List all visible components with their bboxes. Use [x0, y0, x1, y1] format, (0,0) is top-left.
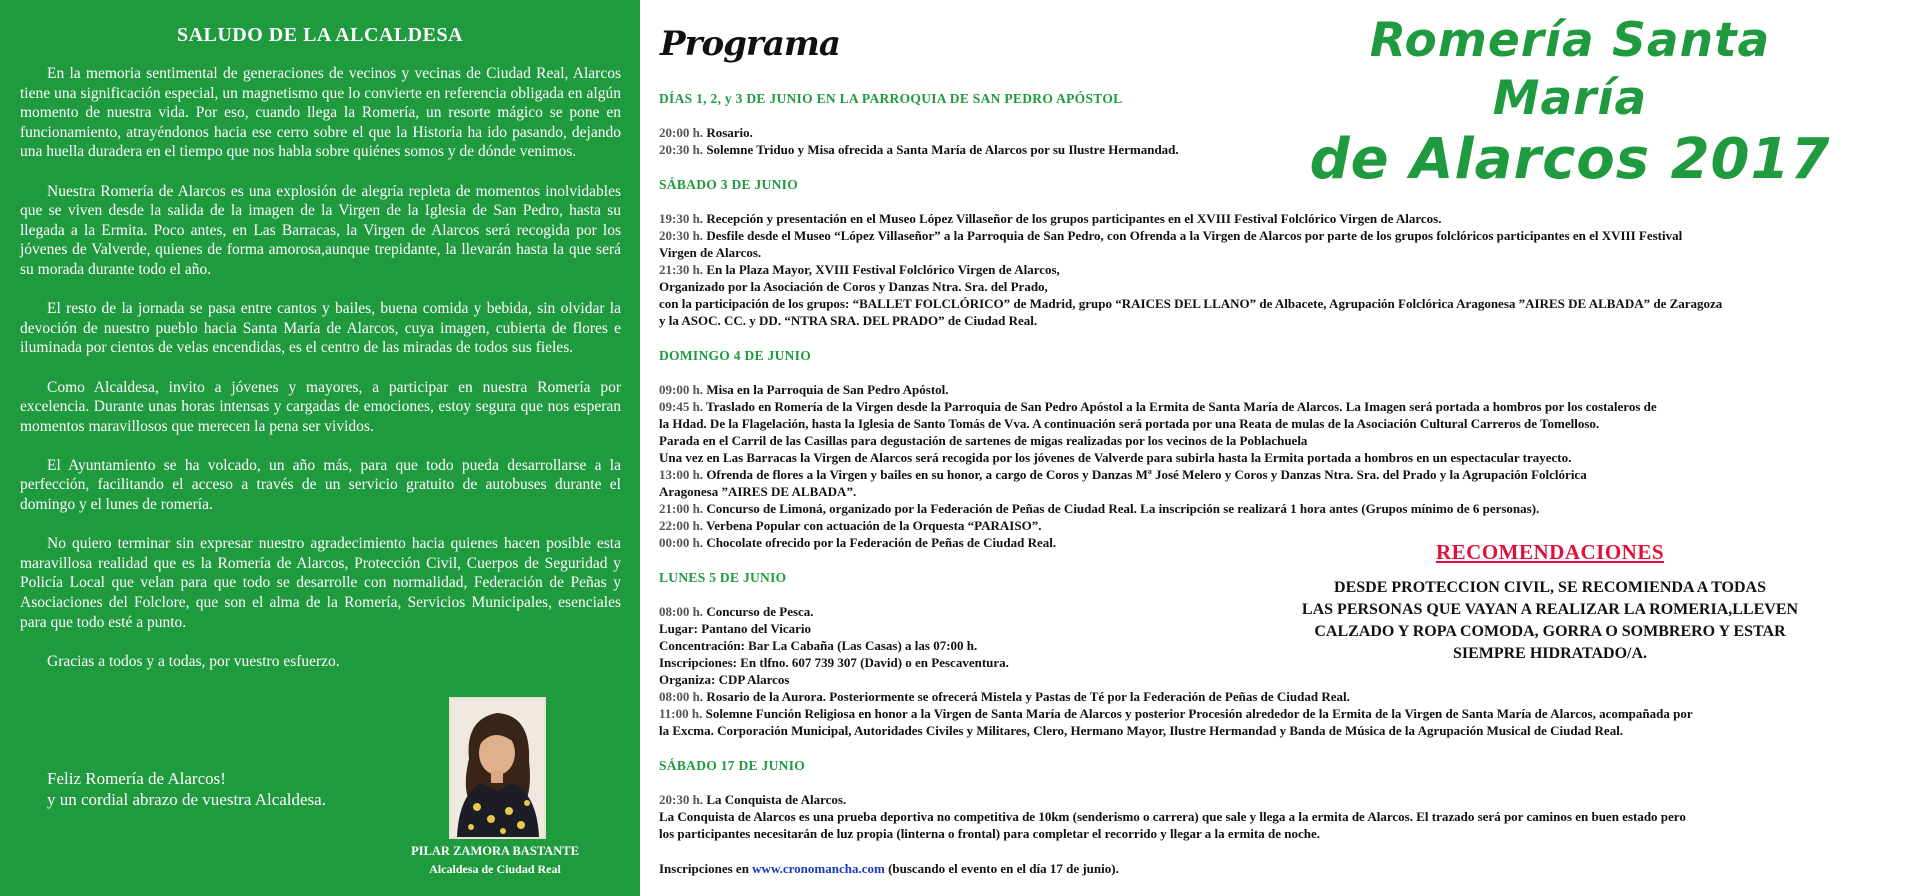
mayor-photo	[449, 697, 546, 839]
program-day	[659, 347, 1899, 551]
recomendaciones-box	[1250, 540, 1850, 665]
program-event	[659, 124, 1899, 141]
saludo-body	[20, 64, 621, 691]
event-text: Concentración: Bar La Cabaña (Las Casas) a las 07:00 h.	[659, 638, 978, 653]
program-day-title: DÍAS 1, 2, y 3 DE JUNIO EN LA PARROQUIA DE SAN PEDRO APÓSTOL	[659, 91, 1123, 106]
event-title-line: de Alarcos 2017	[1309, 127, 1831, 192]
saludo-paragraph: Como Alcaldesa, invito a jóvenes y mayores, a participar en nuestra Romería por excelencia. Durante unas horas intensas y cargadas de emociones, estoy segura que nos esperan momentos maravillosos que merecen la pena ser vividos.	[20, 378, 621, 435]
registration-suffix: (buscando el evento en el día 17 de junio).	[888, 861, 1119, 876]
event-text: Parada en el Carril de las Casillas para degustación de sartenes de migas realizadas por los vecinos de la Poblachuela	[659, 433, 1308, 448]
event-text: Chocolate ofrecido por la Federación de Peñas de Ciudad Real.	[706, 535, 1057, 550]
saludo-panel	[0, 0, 640, 896]
event-text: Organiza: CDP Alarcos	[659, 672, 790, 687]
program-event	[659, 415, 1899, 432]
program-day-title: SÁBADO 3 DE JUNIO	[659, 177, 798, 192]
event-time: 21:30 h.	[659, 262, 704, 277]
program-line	[659, 860, 1899, 877]
event-text: los participantes necesitarán de luz propia (linterna o frontal) para completar el recorrido y llegar a la ermita de noche.	[659, 826, 1320, 841]
recomendaciones-text	[1250, 577, 1850, 665]
program-day	[659, 757, 1899, 842]
program-event	[659, 278, 1899, 295]
event-text: Rosario de la Aurora. Posteriormente se ofrecerá Mistela y Pastas de Té por la Federación de Peñas de Ciudad Real.	[706, 689, 1350, 704]
event-text: Desfile desde el Museo “López Villaseñor” a la Parroquia de San Pedro, con Ofrenda a la Virgen de Alarcos por parte de los grupos folclóricos participantes en el XVIII Festival	[706, 228, 1683, 243]
portrait-image	[451, 699, 544, 837]
program-event	[659, 517, 1899, 534]
program-event	[659, 312, 1899, 329]
event-time: 00:00 h.	[659, 535, 704, 550]
event-text: Concurso de Limoná, organizado por la Federación de Peñas de Ciudad Real. La inscripción se realizará 1 hora antes (Grupos mínimo de 6 personas).	[706, 501, 1540, 516]
program-event	[659, 825, 1899, 842]
event-time: 11:00 h.	[659, 706, 703, 721]
program-event	[659, 141, 1899, 158]
program-event	[659, 295, 1899, 312]
event-time: 20:30 h.	[659, 792, 704, 807]
program-event	[659, 500, 1899, 517]
saludo-paragraph: Gracias a todos y a todas, por vuestro esfuerzo.	[47, 652, 340, 670]
program-event	[659, 210, 1899, 227]
program-day	[659, 176, 1899, 329]
event-time: 08:00 h.	[659, 604, 704, 619]
program-event	[659, 671, 1899, 688]
event-time: 21:00 h.	[659, 501, 704, 516]
event-time: 08:00 h.	[659, 689, 704, 704]
event-time: 20:00 h.	[659, 125, 704, 140]
cronomancha-link[interactable]: www.cronomancha.com	[752, 861, 885, 876]
event-text: Recepción y presentación en el Museo López Villaseñor de los grupos participantes en el XVIII Festival Folclórico Virgen de Alarcos.	[706, 211, 1442, 226]
event-text: Solemne Triduo y Misa ofrecida a Santa María de Alarcos por su Ilustre Hermandad.	[706, 142, 1179, 157]
event-text: Verbena Popular con actuación de la Orquesta “PARAISO”.	[706, 518, 1042, 533]
event-text: Ofrenda de flores a la Virgen y bailes en su honor, a cargo de Coros y Danzas Mª José Melero y Coros y Danzas Ntra. Sra. del Prado y la Agrupación Folclórica	[706, 467, 1587, 482]
event-time: 22:00 h.	[659, 518, 704, 533]
event-text: Traslado en Romería de la Virgen desde la Parroquia de San Pedro Apóstol a la Ermita de Santa María de Alarcos. La Imagen será portada a hombros por los costaleros de	[706, 399, 1657, 414]
event-time: 20:30 h.	[659, 142, 704, 157]
program-event	[659, 244, 1899, 261]
saludo-closing	[47, 768, 326, 810]
program-event	[659, 227, 1899, 244]
saludo-paragraph: En la memoria sentimental de generaciones de vecinos y vecinas de Ciudad Real, Alarcos tiene una significación especial, un magnetismo que lo convierte en referencia obligada en algún momento de nuestra vida. Por eso, cuando llega la Romería, un resorte mágico se pone en funcionamiento, atrayéndonos hacia ese cerro sobre el que la Historia ha ido pasando, dejando una huella duradera en el tiempo que nos habla sobre quiénes somos y de dónde venimos.	[20, 65, 621, 161]
event-text: la Hdad. De la Flagelación, hasta la Iglesia de Santo Tomás de Vva. A continuación será portada por una Reata de mulas de la Asociación Cultural Carreros de Tomelloso.	[659, 416, 1600, 431]
program-day	[659, 90, 1899, 158]
saludo-paragraph: El resto de la jornada se pasa entre cantos y bailes, buena comida y bebida, sin olvidar la devoción de nuestro pueblo hacia Santa María de Alarcos, cuya imagen, cubierta de flores e iluminada por cientos de velas encendidas, es el centro de las miradas de todos sus fieles.	[20, 300, 621, 357]
program-day-title: LUNES 5 DE JUNIO	[659, 570, 787, 585]
program-event	[659, 449, 1899, 466]
recomendacion-line: LAS PERSONAS QUE VAYAN A REALIZAR LA ROMERIA,LLEVEN	[1301, 601, 1799, 618]
event-title-line: Romería Santa María	[1369, 13, 1771, 126]
event-text: Organizado por la Asociación de Coros y Danzas Ntra. Sra. del Prado,	[659, 279, 1048, 294]
recomendacion-line: CALZADO Y ROPA COMODA, GORRA O SOMBRERO Y ESTAR	[1314, 623, 1786, 640]
saludo-paragraph: El Ayuntamiento se ha volcado, un año más, para que todo pueda desarrollarse a la perfección, facilitando el acceso a través de un servicio gratuito de autobuses durante el domingo y el lunes de romería.	[20, 456, 621, 514]
program-event	[659, 791, 1899, 808]
program-event	[659, 722, 1899, 739]
event-text: La Conquista de Alarcos.	[706, 792, 847, 807]
closing-line: y un cordial abrazo de vuestra Alcaldesa.	[47, 790, 326, 809]
event-text: Lugar: Pantano del Vicario	[659, 621, 812, 636]
event-text: Misa en la Parroquia de San Pedro Apóstol.	[706, 382, 949, 397]
program-event	[659, 398, 1899, 415]
event-text: la Excma. Corporación Municipal, Autoridades Civiles y Militares, Clero, Hermano Mayor, Ilustre Hermandad y Banda de Música de la Agrupación Musical de Ciudad Real.	[659, 723, 1624, 738]
event-text: Una vez en Las Barracas la Virgen de Alarcos será recogida por los jóvenes de Valverde para subirla hasta la Ermita portada a hombros en un espectacular trayecto.	[659, 450, 1572, 465]
event-text: Virgen de Alarcos.	[659, 245, 762, 260]
saludo-title: SALUDO DE LA ALCALDESA	[176, 24, 464, 46]
event-text: Rosario.	[706, 125, 753, 140]
signature-name: PILAR ZAMORA BASTANTE	[411, 844, 579, 858]
signature-role: Alcaldesa de Ciudad Real	[429, 862, 561, 876]
event-text: Inscripciones: En tlfno. 607 739 307 (David) o en Pescaventura.	[659, 655, 1009, 670]
event-text: En la Plaza Mayor, XVIII Festival Folclórico Virgen de Alarcos,	[706, 262, 1060, 277]
recomendacion-line: SIEMPRE HIDRATADO/A.	[1452, 645, 1648, 662]
event-text: La Conquista de Alarcos es una prueba deportiva no competitiva de 10km (senderismo o carrera) que sale y llega a la ermita de Alarcos. El trazado será por caminos en buen estado pero	[659, 809, 1686, 824]
event-time: 20:30 h.	[659, 228, 704, 243]
event-time: 13:00 h.	[659, 467, 704, 482]
event-text: Solemne Función Religiosa en honor a la Virgen de Santa María de Alarcos y posterior Procesión alrededor de la Ermita de la Virgen de Santa María de Alarcos, acompañada por	[705, 706, 1693, 721]
event-time: 09:00 h.	[659, 382, 704, 397]
program-event	[659, 808, 1899, 825]
saludo-paragraph: Nuestra Romería de Alarcos es una explosión de alegría repleta de momentos inolvidables que se viven desde la salida de la imagen de la Virgen de la Iglesia de San Pedro, hasta su llegada a la Ermita. Poco antes, en Las Barracas, la Virgen de Alarcos será recogida por los jóvenes de Valverde, quienes de forma amorosa,aunque trepidante, la llevarán hasta la que será su morada durante todo el año.	[20, 182, 621, 278]
program-event	[659, 261, 1899, 278]
program-event	[659, 432, 1899, 449]
event-time: 09:45 h.	[659, 399, 704, 414]
programa-heading: Programa	[660, 24, 840, 64]
event-text: y la ASOC. CC. y DD. “NTRA SRA. DEL PRADO” de Ciudad Real.	[659, 313, 1038, 328]
saludo-paragraph: No quiero terminar sin expresar nuestro agradecimiento hacia quienes hacen posible esta maravillosa realidad que es la Romería de Alarcos, Protección Civil, Cuerpos de Seguridad y Policía Local que velan para que todo se desarrolle con normalidad, Federación de Peñas y Asociaciones del Folclore, que son el alma de la Romería, Servicios Municipales, esenciales para que todo esté a punto.	[20, 535, 621, 631]
recomendaciones-title: RECOMENDACIONES	[1435, 540, 1665, 564]
program-schedule	[659, 90, 1899, 877]
program-day-title: DOMINGO 4 DE JUNIO	[659, 348, 812, 363]
program-event	[659, 483, 1899, 500]
program-event	[659, 381, 1899, 398]
event-text: con la participación de los grupos: “BALLET FOLCLÓRICO” de Madrid, grupo “RAICES DEL LLANO” de Albacete, Agrupación Folclórica Aragonesa ”AIRES DE ALBADA” de Zaragoza	[659, 296, 1723, 311]
program-event	[659, 705, 1899, 722]
program-event	[659, 688, 1899, 705]
closing-line: Feliz Romería de Alarcos!	[47, 769, 226, 788]
program-event	[659, 466, 1899, 483]
event-text: Concurso de Pesca.	[706, 604, 814, 619]
recomendacion-line: DESDE PROTECCION CIVIL, SE RECOMIENDA A TODAS	[1334, 579, 1766, 596]
registration-prefix: Inscripciones en	[659, 861, 749, 876]
event-text: Aragonesa ”AIRES DE ALBADA”.	[659, 484, 857, 499]
event-time: 19:30 h.	[659, 211, 704, 226]
program-day-title: SÁBADO 17 DE JUNIO	[659, 758, 806, 773]
